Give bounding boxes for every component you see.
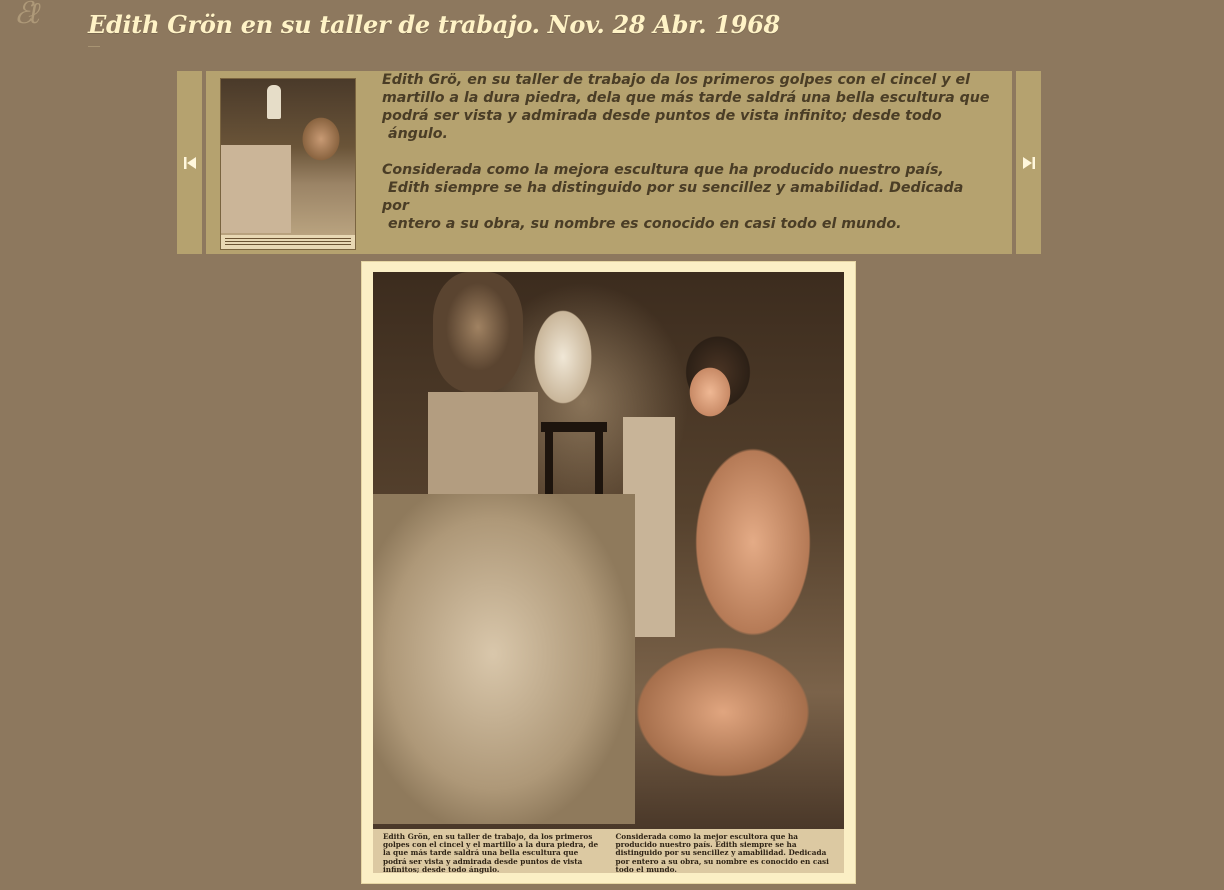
skip-next-icon [1022,156,1036,170]
title-divider [88,46,100,47]
main-photo-frame [362,262,855,883]
description-paragraph-2 [382,161,992,233]
photo-description [382,71,992,233]
description-line: podrá ser vista y admirada desde puntos de vista infinito; desde todo [382,108,942,124]
description-paragraph-1 [382,71,992,143]
main-photo[interactable] [373,272,844,873]
photo-info-panel [206,71,1012,254]
description-line: martillo a la dura piedra, dela que más tarde saldrá una bella escultura que [382,90,990,106]
photo-caption [373,829,844,873]
photo-caption-right: Considerada como la mejor escultora que ha producido nuestro país. Edith siempre se ha distinguido por su sencillez y amabilidad. Dedicada por entero a su obra, su nombre es conocido en casi todo el mundo. [615,832,829,874]
photo-caption-left: Edith Grön, en su taller de trabajo, da los primeros golpes con el cincel y el martillo a la dura piedra, de la que más tarde saldrá una bella escultura que podrá ser vista y admirada desde puntos de vista infinitos; desde todo ángulo. [383,832,599,874]
description-line: entero a su obra, su nombre es conocido en casi todo el mundo. [388,216,902,232]
corner-ornament: ℰℓ [14,0,37,31]
previous-photo-button[interactable] [177,71,202,254]
skip-previous-icon [183,156,197,170]
page-title: Edith Grön en su taller de trabajo. Nov. 28 Abr. 1968 [88,10,780,39]
photo-thumbnail[interactable] [220,78,356,250]
next-photo-button[interactable] [1016,71,1041,254]
description-line: Considerada como la mejora escultura que ha producido nuestro país, [382,162,944,178]
description-line: ángulo. [388,126,448,142]
description-line: Edith siempre se ha distinguido por su sencillez y amabilidad. Dedicada por [382,180,964,214]
description-line: Edith Grö, en su taller de trabajo da los primeros golpes con el cincel y el [382,72,971,88]
